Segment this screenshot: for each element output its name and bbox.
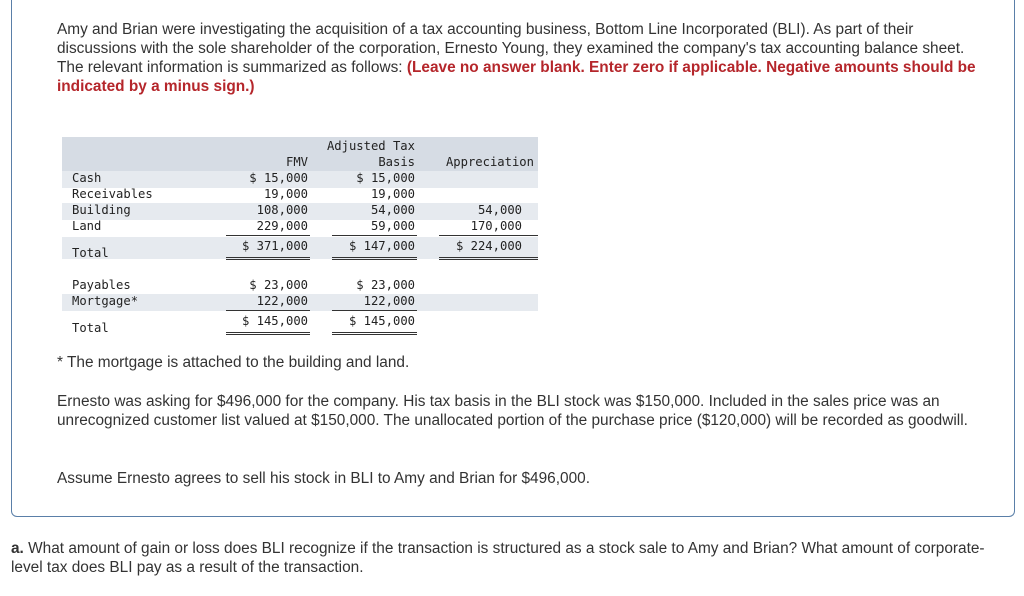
liability-total-label: Total — [72, 321, 109, 335]
row-mortgage-label: Mortgage* — [72, 294, 139, 308]
row-payables-label: Payables — [72, 278, 131, 292]
asset-total-label: Total — [72, 246, 109, 260]
row-mortgage-basis: 122,000 — [363, 294, 415, 308]
row-mortgage-fmv: 122,000 — [256, 294, 308, 308]
fmv-total-double-rule — [226, 257, 310, 260]
liability-basis-subtotal-rule — [332, 310, 417, 311]
liability-fmv-subtotal-rule — [226, 310, 310, 311]
question-a — [11, 539, 1001, 577]
liability-basis-double-rule — [332, 332, 417, 335]
row-cash-fmv: $ 15,000 — [249, 171, 308, 185]
question-label: a. — [11, 540, 24, 557]
instruction-text: (Leave no answer blank. Enter zero if applicable. Negative amounts should be indicated by a minus sign.) — [57, 59, 976, 95]
row-land-basis: 59,000 — [370, 219, 415, 233]
asset-total-basis: $ 147,000 — [348, 239, 415, 253]
intro-paragraph — [57, 20, 977, 96]
appreciation-subtotal-rule — [439, 235, 538, 236]
liability-fmv-double-rule — [226, 332, 310, 335]
row-building-fmv: 108,000 — [256, 203, 308, 217]
row-payables-fmv: $ 23,000 — [249, 278, 308, 292]
row-building-appreciation: 54,000 — [477, 203, 522, 217]
row-building-basis: 54,000 — [370, 203, 415, 217]
asset-total-fmv: $ 371,000 — [241, 239, 308, 253]
row-receivables-fmv: 19,000 — [263, 187, 308, 201]
sale-details-paragraph: Ernesto was asking for $496,000 for the company. His tax basis in the BLI stock was $150,000. Included in the sales price was an unrecognized customer list valued at $150,000. The unallocated portion of the purchase price ($120,000) will be recorded as goodwill. — [57, 393, 968, 429]
liability-total-fmv: $ 145,000 — [241, 314, 308, 328]
row-payables-basis: $ 23,000 — [356, 278, 415, 292]
header-basis-line1: Adjusted Tax — [326, 139, 415, 153]
question-text: What amount of gain or loss does BLI recognize if the transaction is structured as a stock sale to Amy and Brian? What amount of corporate-level tax does BLI pay as a result of the transaction. — [11, 540, 985, 576]
fmv-subtotal-rule — [226, 235, 310, 236]
header-basis-line2: Basis — [378, 155, 415, 169]
header-appreciation: Appreciation — [445, 155, 534, 169]
balance-sheet-table — [62, 137, 538, 337]
appreciation-total-double-rule — [439, 257, 538, 260]
row-land-fmv: 229,000 — [256, 219, 308, 233]
header-fmv: FMV — [285, 155, 308, 169]
row-land-label: Land — [72, 219, 102, 233]
row-cash-basis: $ 15,000 — [356, 171, 415, 185]
liability-total-basis: $ 145,000 — [348, 314, 415, 328]
basis-total-double-rule — [332, 257, 417, 260]
row-building-label: Building — [72, 203, 131, 217]
asset-total-appreciation: $ 224,000 — [455, 239, 522, 253]
assumption-paragraph: Assume Ernesto agrees to sell his stock in BLI to Amy and Brian for $496,000. — [57, 470, 590, 487]
mortgage-footnote: * The mortgage is attached to the building and land. — [57, 354, 410, 371]
row-cash-label: Cash — [72, 171, 102, 185]
intro-text: Amy and Brian were investigating the acquisition of a tax accounting business, Bottom Line Incorporated (BLI). As part of their discussions with the sole shareholder of the corporation, Ernesto Young, they examined the company's tax accounting balance sheet. The relevant information is summarized as follows: — [57, 21, 965, 76]
basis-subtotal-rule — [332, 235, 417, 236]
row-receivables-label: Receivables — [72, 187, 153, 201]
row-receivables-basis: 19,000 — [370, 187, 415, 201]
row-land-appreciation: 170,000 — [470, 219, 522, 233]
